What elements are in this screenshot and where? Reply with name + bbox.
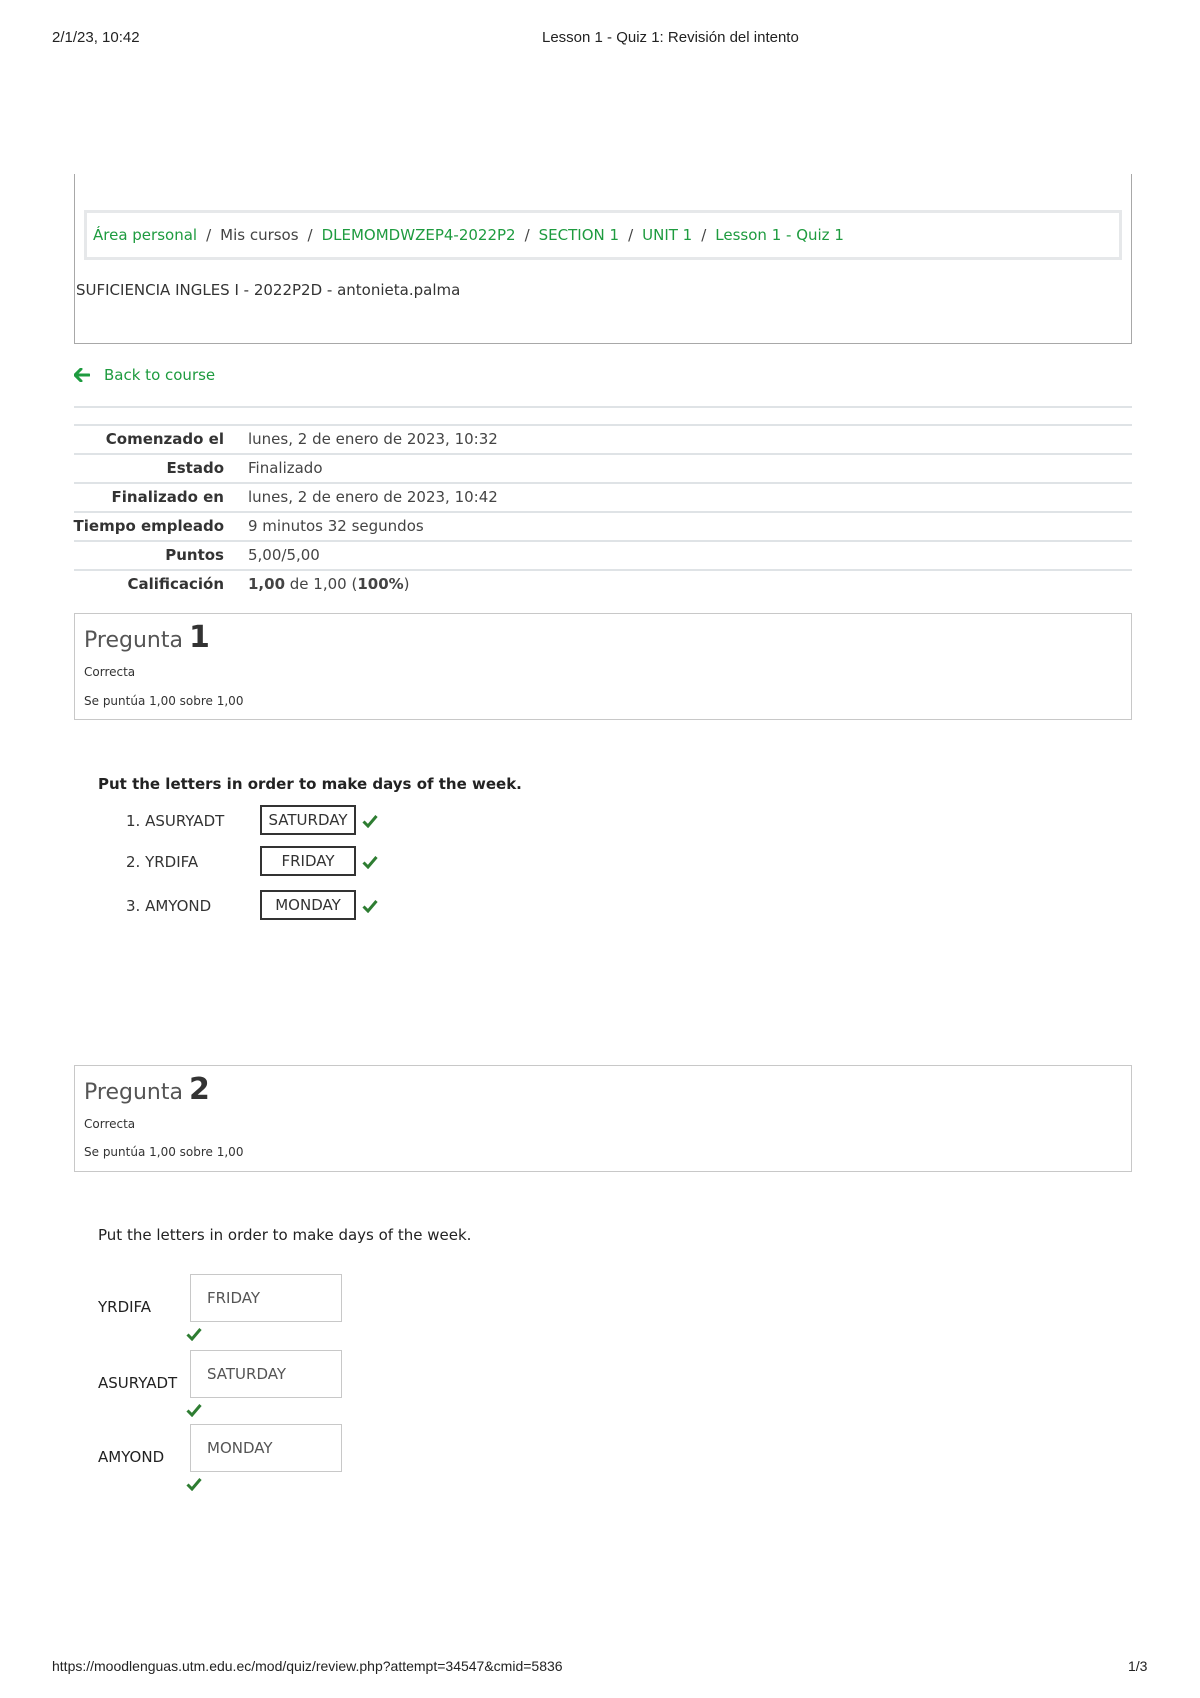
breadcrumb-separator: / bbox=[628, 226, 634, 244]
q2-item-label: AMYOND bbox=[98, 1448, 165, 1466]
print-title: Lesson 1 - Quiz 1: Revisión del intento bbox=[542, 29, 799, 46]
summary-label: Estado bbox=[166, 459, 224, 477]
summary-value: lunes, 2 de enero de 2023, 10:32 bbox=[248, 430, 498, 448]
check-icon bbox=[186, 1327, 202, 1341]
question-1-state: Correcta bbox=[84, 665, 136, 679]
q1-answer-box: SATURDAY bbox=[260, 805, 356, 835]
q1-item-label: 2. YRDIFA bbox=[126, 853, 199, 871]
q2-item-label: YRDIFA bbox=[98, 1298, 152, 1316]
summary-row bbox=[74, 511, 1132, 540]
print-datetime: 2/1/23, 10:42 bbox=[52, 29, 140, 46]
question-2-title bbox=[84, 1072, 210, 1107]
question-2-text: Put the letters in order to make days of the week. bbox=[98, 1226, 472, 1244]
breadcrumb-item-mis-cursos: Mis cursos bbox=[220, 226, 299, 244]
grade-of: de 1,00 ( bbox=[285, 575, 358, 593]
breadcrumb-item-unit[interactable]: UNIT 1 bbox=[642, 226, 693, 244]
breadcrumb-item-area-personal[interactable]: Área personal bbox=[93, 226, 198, 244]
breadcrumb-separator: / bbox=[206, 226, 212, 244]
summary-row bbox=[74, 540, 1132, 569]
question-word: Pregunta bbox=[84, 628, 183, 653]
grade-value bbox=[248, 575, 410, 593]
breadcrumb-item-section[interactable]: SECTION 1 bbox=[538, 226, 620, 244]
back-to-course-link[interactable] bbox=[74, 366, 215, 384]
breadcrumb-separator: / bbox=[701, 226, 707, 244]
question-number: 1 bbox=[188, 620, 210, 655]
breadcrumb-separator: / bbox=[524, 226, 530, 244]
q2-answer-field[interactable]: FRIDAY bbox=[190, 1274, 342, 1322]
summary-value: Finalizado bbox=[248, 459, 323, 477]
question-1-grade: Se puntúa 1,00 sobre 1,00 bbox=[84, 694, 244, 708]
summary-value: 9 minutos 32 segundos bbox=[248, 517, 424, 535]
back-to-course-label: Back to course bbox=[104, 366, 216, 384]
q1-answer-box: MONDAY bbox=[260, 890, 356, 920]
breadcrumb-item-course[interactable]: DLEMOMDWZEP4-2022P2 bbox=[321, 226, 516, 244]
q2-answer-field[interactable]: MONDAY bbox=[190, 1424, 342, 1472]
q1-answer-box: FRIDAY bbox=[260, 846, 356, 876]
summary-row bbox=[74, 482, 1132, 511]
q2-answer-field[interactable]: SATURDAY bbox=[190, 1350, 342, 1398]
grade-score: 1,00 bbox=[248, 575, 286, 593]
attempt-summary-table bbox=[74, 424, 1132, 598]
summary-value: 5,00/5,00 bbox=[248, 546, 320, 564]
breadcrumb-item-quiz[interactable]: Lesson 1 - Quiz 1 bbox=[715, 226, 844, 244]
print-url: https://moodlenguas.utm.edu.ec/mod/quiz/review.php?attempt=34547&cmid=5836 bbox=[52, 1658, 563, 1674]
question-1-text: Put the letters in order to make days of the week. bbox=[98, 775, 522, 793]
grade-percent: 100% bbox=[357, 575, 404, 593]
question-1-title bbox=[84, 620, 210, 655]
summary-label: Tiempo empleado bbox=[73, 517, 224, 535]
summary-row bbox=[74, 453, 1132, 482]
check-icon bbox=[362, 855, 378, 869]
question-2-grade: Se puntúa 1,00 sobre 1,00 bbox=[84, 1145, 244, 1159]
summary-label: Calificación bbox=[127, 575, 224, 593]
summary-label: Finalizado en bbox=[111, 488, 224, 506]
question-2-info bbox=[74, 1065, 1132, 1172]
summary-value: lunes, 2 de enero de 2023, 10:42 bbox=[248, 488, 498, 506]
check-icon bbox=[362, 814, 378, 828]
print-page-number: 1/3 bbox=[1128, 1658, 1148, 1674]
question-2-state: Correcta bbox=[84, 1117, 136, 1131]
q1-item-label: 1. ASURYADT bbox=[126, 812, 225, 830]
arrow-left-icon bbox=[74, 368, 90, 382]
breadcrumb-separator: / bbox=[307, 226, 313, 244]
question-number: 2 bbox=[188, 1072, 210, 1107]
grade-close: ) bbox=[403, 575, 410, 593]
summary-row bbox=[74, 424, 1132, 453]
summary-row bbox=[74, 569, 1132, 598]
q2-item-label: ASURYADT bbox=[98, 1374, 178, 1392]
q1-item-label: 3. AMYOND bbox=[126, 897, 212, 915]
check-icon bbox=[186, 1403, 202, 1417]
divider bbox=[74, 406, 1132, 408]
check-icon bbox=[186, 1477, 202, 1491]
question-word: Pregunta bbox=[84, 1080, 183, 1105]
summary-label: Puntos bbox=[165, 546, 224, 564]
question-1-info bbox=[74, 613, 1132, 720]
course-user-line: SUFICIENCIA INGLES I - 2022P2D - antonieta.palma bbox=[76, 281, 461, 299]
summary-label: Comenzado el bbox=[105, 430, 224, 448]
breadcrumb bbox=[84, 210, 1122, 260]
check-icon bbox=[362, 899, 378, 913]
